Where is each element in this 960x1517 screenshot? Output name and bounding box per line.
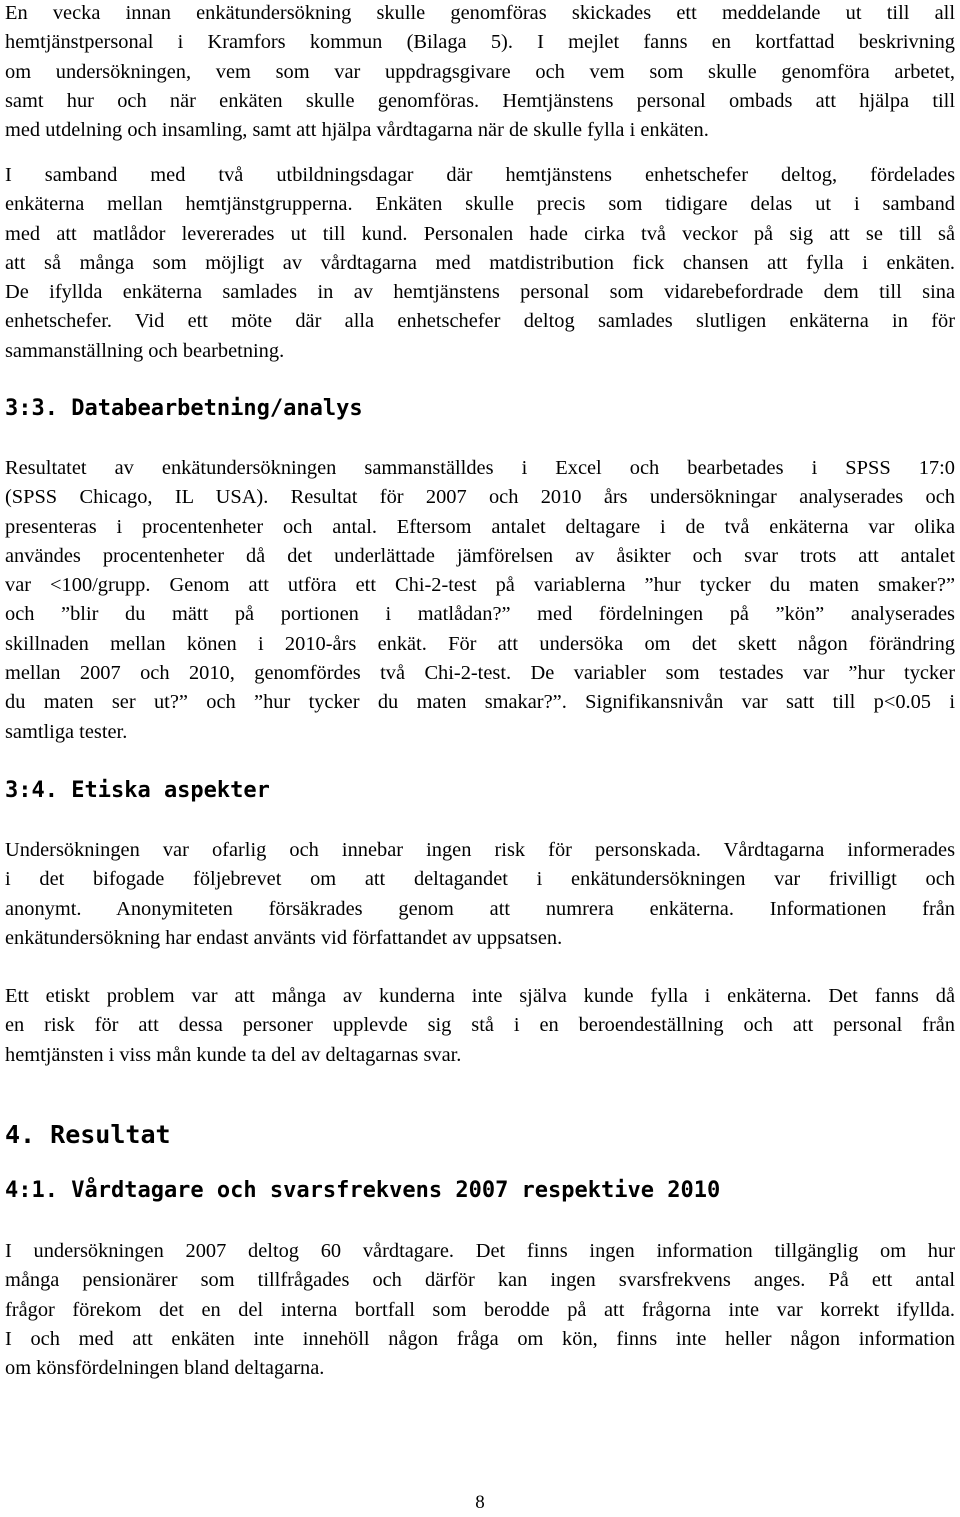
text-line: presenteras i procentenheter och antal. Eftersom antalet deltagare i de två enkäterna var olika xyxy=(5,515,955,538)
section-heading-data-processing: 3:3. Databearbetning/analys xyxy=(5,396,363,421)
page-number: 8 xyxy=(475,1492,485,1513)
chapter-heading-results: 4. Resultat xyxy=(5,1120,171,1149)
paragraph-ethics-2 xyxy=(5,982,955,1070)
text-line: mellan 2007 och 2010, genomfördes två Chi-2-test. De variabler som testades var ”hur tycker xyxy=(5,662,955,685)
text-line: om könsfördelningen bland deltagarna. xyxy=(5,1357,325,1380)
text-line: samtliga tester. xyxy=(5,720,128,743)
text-line: enkäterna mellan hemtjänstgrupperna. Enkäten skulle precis som tidigare delas ut i samband xyxy=(5,193,955,216)
text-line: i det bifogade följebrevet om att deltagandet i enkätundersökningen var frivilligt och xyxy=(5,868,955,891)
text-line: I samband med två utbildningsdagar där hemtjänstens enhetschefer deltog, fördelades xyxy=(5,164,955,186)
text-line: Resultatet av enkätundersökningen sammanställdes i Excel och bearbetades i SPSS 17:0 xyxy=(5,457,955,479)
text-line: var <100/grupp. Genom att utföra ett Chi-2-test på variablerna ”hur tycker du maten smaker?” xyxy=(5,574,955,597)
text-line: hemtjänstpersonal i Kramfors kommun (Bilaga 5). I mejlet fanns en kortfattad beskrivning xyxy=(5,31,955,54)
text-line: enhetschefer. Vid ett möte där alla enhetschefer deltog samlades slutligen enkäterna in för xyxy=(5,310,955,333)
text-line: Ett etiskt problem var att många av kunderna inte själva kunde fylla i enkäterna. Det fanns då xyxy=(5,985,955,1007)
text-line: och ”blir du mätt på portionen i matlådan?” med fördelningen på ”kön” analyserades xyxy=(5,603,955,626)
paragraph-participants xyxy=(5,1237,955,1383)
text-line: frågor förekom det en del interna bortfall som berodde på att frågorna inte var korrekt ifyllda. xyxy=(5,1298,955,1321)
text-line: många pensionärer som tillfrågades och därför kan ingen svarsfrekvens anges. På ett antal xyxy=(5,1269,955,1292)
paragraph-ethics-1 xyxy=(5,836,955,953)
section-heading-participants: 4:1. Vårdtagare och svarsfrekvens 2007 respektive 2010 xyxy=(5,1178,721,1203)
text-line: om undersökningen, vem som var uppdragsgivare och vem som skulle genomföra arbetet, xyxy=(5,60,955,83)
paragraph-distribution xyxy=(5,161,955,366)
section-heading-ethics: 3:4. Etiska aspekter xyxy=(5,778,270,803)
text-line: sammanställning och bearbetning. xyxy=(5,339,285,362)
text-line: med utdelning och insamling, samt att hjälpa vårdtagarna när de skulle fylla i enkäten. xyxy=(5,119,709,142)
text-line: hemtjänsten i viss mån kunde ta del av deltagarnas svar. xyxy=(5,1043,462,1066)
text-line: anonymt. Anonymiteten försäkrades genom att numrera enkäterna. Informationen från xyxy=(5,897,955,920)
text-line: En vecka innan enkätundersökning skulle genomföras skickades ett meddelande ut till all xyxy=(5,2,955,24)
text-line: att så många som möjligt av vårdtagarna med matdistribution fick chansen att fylla i enkäten. xyxy=(5,251,955,274)
text-line: en risk för att dessa personer upplevde sig stå i en beroendeställning och att personal från xyxy=(5,1014,955,1037)
text-line: användes procentenheter då det underlättade jämförelsen av åsikter och svar trots att antalet xyxy=(5,544,955,567)
text-line: De ifyllda enkäterna samlades in av hemtjänstens personal som vidarebefordrade dem till sina xyxy=(5,281,955,304)
text-line: samt hur och när enkäten skulle genomföras. Hemtjänstens personal ombads att hjälpa till xyxy=(5,89,955,112)
text-line: med att matlådor levererades ut till kund. Personalen hade cirka två veckor på sig att se till så xyxy=(5,222,955,245)
paragraph-analysis xyxy=(5,454,955,747)
text-line: I undersökningen 2007 deltog 60 vårdtagare. Det finns ingen information tillgänglig om hur xyxy=(5,1240,955,1262)
paragraph-announcement xyxy=(5,0,955,145)
text-line: enkätundersökning har endast använts vid författandet av uppsatsen. xyxy=(5,926,563,949)
text-line: Undersökningen var ofarlig och innebar ingen risk för personskada. Vårdtagarna informerades xyxy=(5,839,955,861)
text-line: du maten ser ut?” och ”hur tycker du maten smakar?”. Signifikansnivån var satt till p<0.05 i xyxy=(5,691,955,714)
text-line: (SPSS Chicago, IL USA). Resultat för 2007 och 2010 års undersökningar analyserades och xyxy=(5,486,955,509)
text-line: skillnaden mellan könen i 2010-års enkät. För att undersöka om det skett någon förändring xyxy=(5,632,955,655)
text-line: I och med att enkäten inte innehöll någon fråga om kön, finns inte heller någon information xyxy=(5,1327,955,1350)
